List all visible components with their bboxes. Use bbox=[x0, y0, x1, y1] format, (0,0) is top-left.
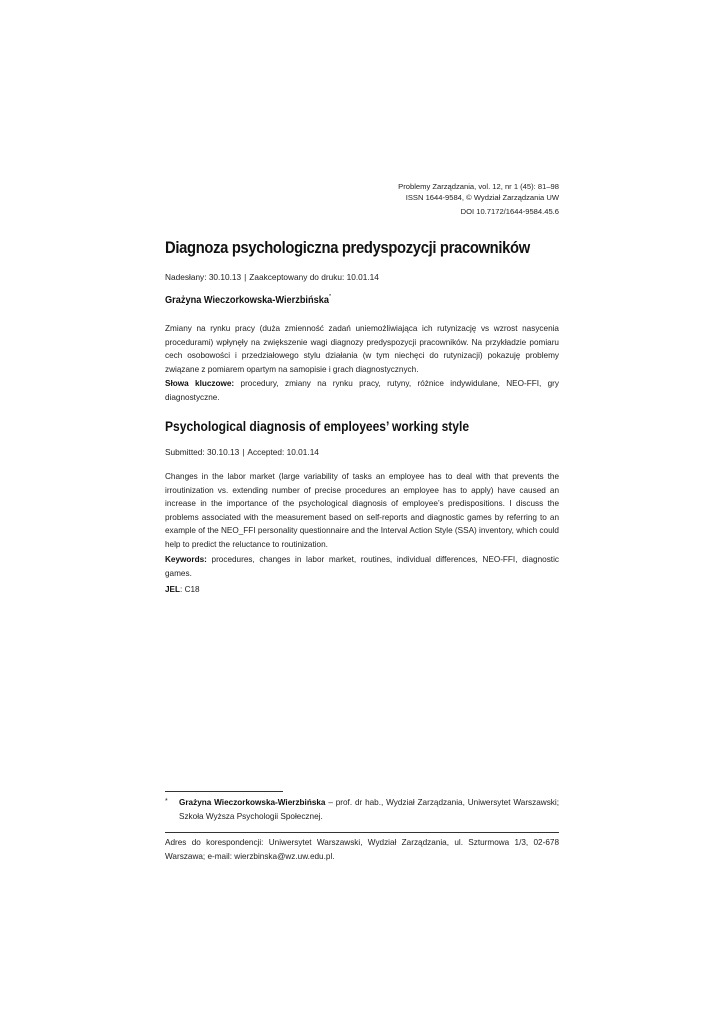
dates-polish bbox=[165, 272, 379, 282]
footnote-text: – prof. dr hab., Wydział Zarządzania, Uniwersytet Warszawski; Szkoła Wyższa Psychologii Społecznej. bbox=[179, 798, 559, 821]
keywords-label: Keywords: bbox=[165, 555, 207, 564]
accepted-date: Zaakceptowany do druku: 10.01.14 bbox=[249, 272, 379, 282]
journal-header bbox=[259, 181, 559, 217]
doi-line: DOI 10.7172/1644-9584.45.6 bbox=[460, 206, 559, 216]
submitted-date: Submitted: 30.10.13 bbox=[165, 447, 240, 457]
journal-citation: Problemy Zarządzania, vol. 12, nr 1 (45): 81–98 bbox=[398, 182, 559, 191]
accepted-date: Accepted: 10.01.14 bbox=[247, 447, 319, 457]
article-title-polish: Diagnoza psychologiczna predyspozycji pracowników bbox=[165, 239, 530, 257]
received-date: Nadesłany: 30.10.13 bbox=[165, 272, 242, 282]
jel-label: JEL bbox=[165, 585, 181, 594]
keywords-label: Słowa kluczowe: bbox=[165, 379, 235, 388]
jel-value: : C18 bbox=[180, 585, 200, 594]
author-footnote bbox=[165, 796, 559, 823]
article-title-english: Psychological diagnosis of employees’ working style bbox=[165, 419, 470, 434]
author-name bbox=[165, 295, 331, 306]
correspondence-address: Adres do korespondencji: Uniwersytet Warszawski, Wydział Zarządzania, ul. Szturmowa 1/3, 02-678 Warszawa; e-mail: wierzbinska@wz.uw.edu.pl. bbox=[165, 838, 559, 861]
keywords-text: procedury, zmiany na rynku pracy, rutyny, różnice indywidulane, NEO-FFI, gry diagnostyczne. bbox=[165, 379, 559, 402]
author-footnote-mark: * bbox=[328, 294, 332, 300]
footnote-mark: * bbox=[165, 798, 168, 805]
keywords-english bbox=[165, 553, 559, 580]
footnote-divider bbox=[165, 791, 283, 792]
issn-line: ISSN 1644-9584, © Wydział Zarządzania UW bbox=[405, 193, 559, 203]
abstract-english: Changes in the labor market (large variability of tasks an employee has to deal with that prevents the irroutinization vs. extending number of precise procedures an employee has to apply) have caused an increase in the importance of the psychological diagnosis of employee’s predispositions. I discuss the problems associated with the measurement based on self-reports and diagnostic games by referring to an example of the NEO_FFI personality questionnaire and the Interval Action Style (SSA) inventory, which could help to predict the reluctance to routinization. bbox=[165, 472, 559, 549]
correspondence-divider bbox=[165, 832, 559, 833]
footnote-author: Grażyna Wieczorkowska-Wierzbińska bbox=[179, 798, 326, 807]
date-separator: | bbox=[244, 272, 247, 282]
keywords-polish bbox=[165, 377, 559, 404]
jel-classification bbox=[165, 585, 200, 594]
keywords-text: procedures, changes in labor market, routines, individual differences, NEO-FFI, diagnostic games. bbox=[165, 555, 559, 578]
author-name-text: Grażyna Wieczorkowska-Wierzbińska bbox=[165, 295, 329, 306]
abstract-polish: Zmiany na rynku pracy (duża zmienność zadań uniemożliwiająca ich rutynizację vs wzrost nasycenia procedurami) wpłynęły na zwiększenie wagi diagnozy predyspozycji pracowników. Na przykładzie pomiaru cech osobowości i przedziałowego stylu działania (w tym niechęci do rutynizacji) pokazuję problemy związane z pomiarem opartym na samopisie i grach diagnostycznych. bbox=[165, 324, 559, 374]
dates-english bbox=[165, 447, 319, 457]
date-separator: | bbox=[242, 447, 245, 457]
